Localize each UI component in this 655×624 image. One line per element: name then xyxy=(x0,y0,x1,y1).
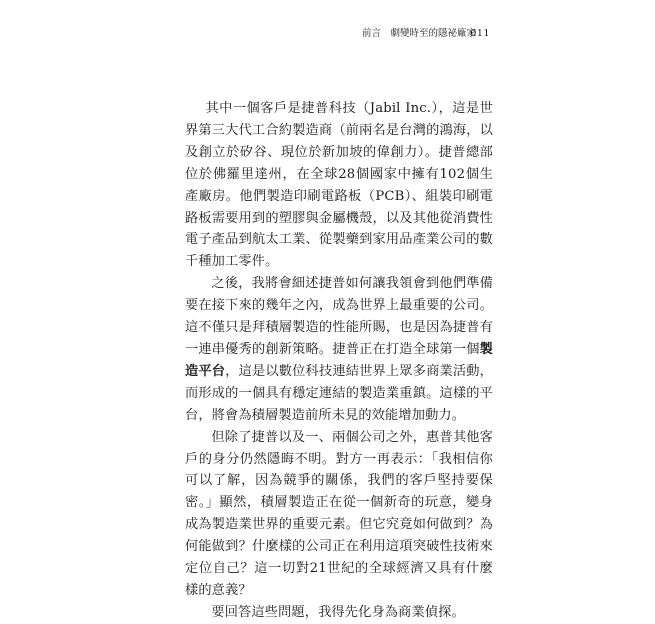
paragraph-manufacturing-platform xyxy=(185,273,493,426)
running-title: 前言 劇變時至的隱祕廠家 xyxy=(362,28,477,39)
body-text xyxy=(185,98,493,624)
paragraph-text: ，這是以數位科技連結世界上眾多商業活動，而形成的一個具有穩定連結的製造業重鎮。這樣的平台，將會為積層製造前所未見的效能增加動力。 xyxy=(185,363,494,423)
paragraph-text: 之後，我將會細述捷普如何讓我領會到他們準備要在接下來的幾年之內，成為世界上最重要的公司。這不僅只是拜積層製造的性能所賜，也是因為捷普有一連串優秀的創新策略。捷普正在打造全球第一個 xyxy=(185,276,493,357)
paragraph-business-detective: 要回答這些問題，我得先化身為商業偵探。 xyxy=(211,604,465,620)
paragraph-customer-secrecy: 但除了捷普以及一、兩個公司之外，惠普其他客戶的身分仍然隱晦不明。對方一再表示：「我相信你可以了解，因為競爭的關係，我們的客戶堅持要保密。」顯然，積層製造正在從一個新奇的玩意，變身成為製造業世界的重要元素。但它究竟如何做到？為何能做到？什麼樣的公司正在利用這項突破性技術來定位自己？這一切對21世紀的全球經濟又具有什麼樣的意義？ xyxy=(185,429,493,598)
running-header xyxy=(362,27,490,41)
paragraph-jabil-intro: 其中一個客戶是捷普科技（Jabil Inc.），這是世界第三大代工合約製造商（前兩名是台灣的鴻海，以及創立於矽谷、現位於新加坡的偉創力）。捷普總部位於佛羅里達州，在全球28個國家中擁有102個生產廠房。他們製造印刷電路板（PCB）、組裝印刷電路板需要用到的塑膠與金屬機殼，以及其他從消費性電子產品到航太工業、從製藥到家用品產業公司的數千種加工零件。 xyxy=(185,101,493,270)
page-number: 011 xyxy=(470,28,490,39)
emphasis-manufacturing-platform: 製造平台 xyxy=(185,341,493,379)
